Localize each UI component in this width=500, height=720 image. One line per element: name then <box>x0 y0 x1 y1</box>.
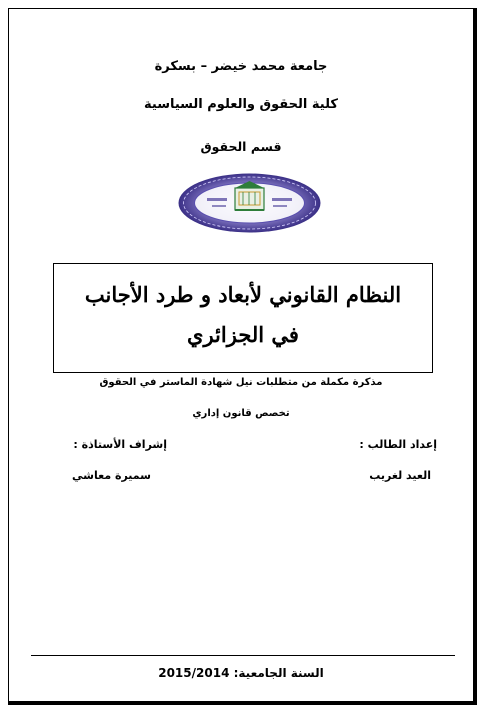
thesis-title-box <box>53 263 433 373</box>
university-name: جامعة محمد خيضر – بسكرة <box>154 59 328 74</box>
university-logo-icon <box>177 172 322 234</box>
academic-year-label: السنة الجامعية: <box>233 666 324 680</box>
academic-year-value: 2015/2014 <box>158 666 230 680</box>
memo-description: مذكرة مكملة من متطلبات نيل شهادة الماستر في الحقوق <box>99 377 383 388</box>
student-name: العيد لغريب <box>369 469 431 482</box>
student-label: إعداد الطالب : <box>359 438 437 451</box>
department-name: قسم الحقوق <box>200 139 282 154</box>
supervisor-label: إشراف الأستاذة : <box>73 438 167 451</box>
specialization: تخصص قانون إداري <box>192 408 290 419</box>
academic-year <box>9 666 473 680</box>
supervisor-name: سميرة معاشي <box>72 469 151 482</box>
document-page <box>8 8 477 705</box>
footer-divider <box>31 655 455 656</box>
thesis-title-line-1: النظام القانوني لأبعاد و طرد الأجانب <box>84 282 402 307</box>
thesis-title-line-2: في الجزائري <box>187 322 299 347</box>
faculty-name: كلية الحقوق والعلوم السياسية <box>144 97 338 112</box>
